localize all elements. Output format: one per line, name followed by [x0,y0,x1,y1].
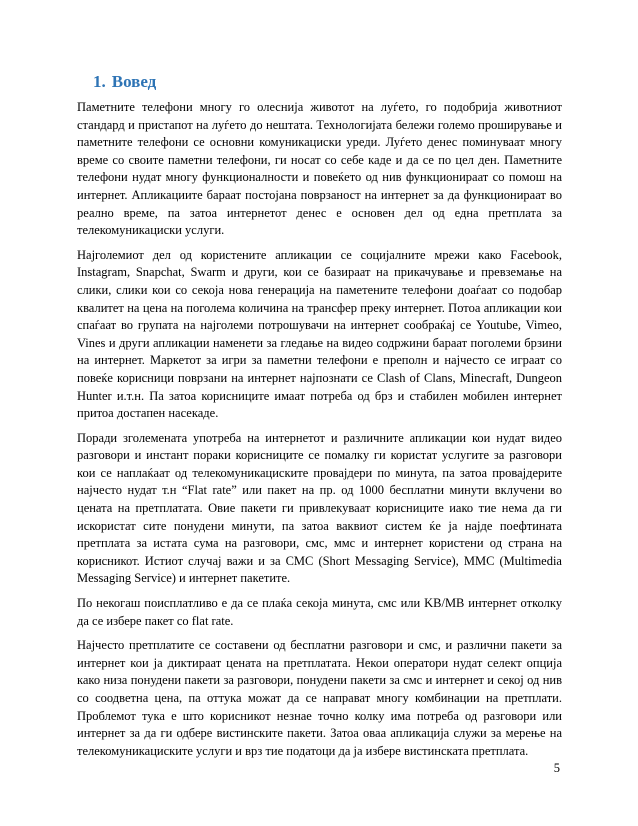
paragraph-5: Најчесто претплатите се составени од бесплатни разговори и смс, и различни пакети за интернет кои ја диктираат цената на претплатата. Некои оператори нудат селект опција како низа понудени пакети за разговори, понудени пакети за смс и интернет и секој од нив со соодветна цена, па оттука можат да се направат многу комбинации на претплати. Проблемот тука е што корисникот незнае точно колку има потреба од разговори или интернет за да ги одбере вистинските пакети. Затоа оваа апликација служи за мерење на телекомуникациските услуги и врз тие податоци да ја избере вистинската претплата. [77,638,562,758]
paragraph-1: Паметните телефони многу го олеснија животот на луѓето, го подобрија животниот стандард и пристапот на луѓето до нештата. Технологијата бележи големо проширување и паметните телефони се основни комуникациски уреди. Луѓето денес поминуваат многу време со своите паметни телефони, ги носат со себе каде и да се по цел ден. Паметните телефони нудат многу функционалности и повеќето од нив функционираат со помош на интернет. Апликациите бараат постојана поврзаност на интернет за да функционираат во реално време, па затоа интернетот денес е основен дел од една претплата за телекомуникациски услуги. [77,100,562,238]
page-number: 5 [553,761,560,775]
paragraph-3: Поради зголемената употреба на интернетот и различните апликации кои нудат видео разговори и инстант пораки корисниците се помалку ги користат услугите за разговори кои се наплаќаат од телекомуникациските провајдери по минута, па затоа провајдерите најчесто нудат т.н “Flat rate” или пакет на пр. од 1000 бесплатни минути вклучени во цената на претплатата. Овие пакети ги привлекуваат корисниците иако тие нема да ги искористат сите понудени минути, па затоа ваквиот систем ќе ја најде поефтината претплата за истата сума на разговори, смс, ммс и интернет користени од страна на корисникот. Истиот случај важи и за СМС (Short Messaging Service), ММС (Multimedia Messaging Service) и интернет пакетите. [77,430,562,586]
paragraph-4: По некогаш поисплатливо е да се плаќа секоја минута, смс или KB/MB интернет отколку да се избере пакет со flat rate. [77,596,562,628]
body-text [77,99,562,767]
paragraph-2: Најголемиот дел од користените апликации се социјалните мрежи како Facebook, Instagram, Snapchat, Swarm и други, кои се базираат на прикачување и превземање на слики, слики кои со секоја нова генерација на паметените телефони доаѓаат со подобар квалитет на цена на поголема количина на трансфер преку интернет. Потоа апликации кои спаѓаат во групата на најголеми потрошувачи на интернет сообраќај се Youtube, Vimeo, Vines и други апликации наменети за гледање на видео содржини бараат поголеми брзини на интернет. Маркетот за игри за паметни телефони е преполн и најчесто се играат со повеќе корисници поврзани на интернет најпознати се Clash of Clans, Minecraft, Dungeon Hunter и.т.н. Па затоа корисниците имаат потреба од брз и стабилен мобилен интернет притоа достапен насекаде. [77,247,562,421]
section-heading [93,70,156,94]
section-title: Вовед [111,72,157,91]
section-number: 1. [93,72,106,91]
